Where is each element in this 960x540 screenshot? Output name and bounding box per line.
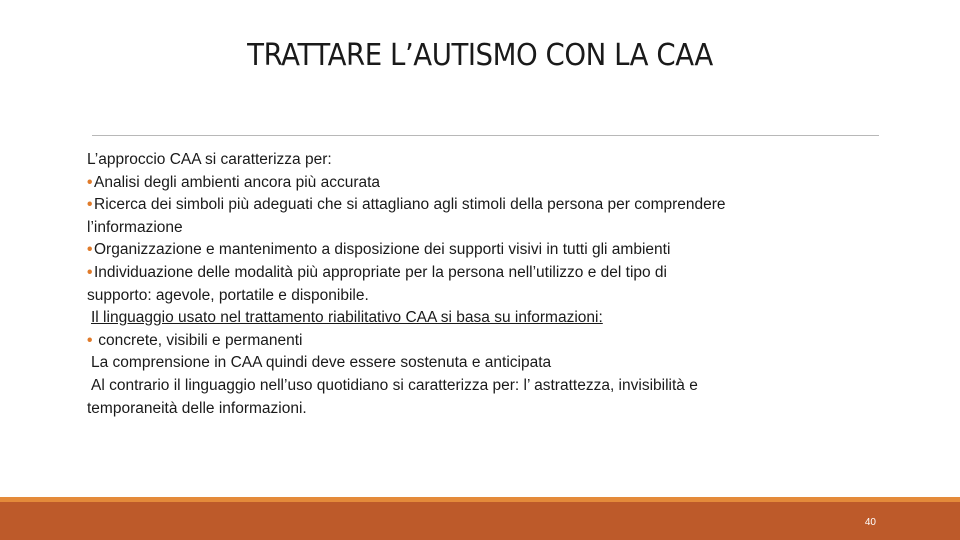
slide-body: [87, 149, 877, 420]
bullet-continuation: supporto: agevole, portatile e disponibile.: [87, 286, 369, 304]
comprensione-line: La comprensione in CAA quindi deve essere sostenuta e anticipata: [91, 354, 552, 372]
bullet-continuation: l’informazione: [87, 218, 183, 236]
underlined-text: Il linguaggio usato nel trattamento riabilitativo CAA si basa su informazioni:: [91, 309, 603, 327]
bullet-item: [87, 239, 877, 262]
slide-title: TRATTARE L’AUTISMO CON LA CAA: [247, 38, 713, 73]
footer-bar: [0, 502, 960, 540]
bullet-icon: •: [87, 331, 93, 349]
bullet-item: [87, 262, 877, 285]
bullet-text: Analisi degli ambienti ancora più accurata: [94, 173, 381, 191]
title-divider: [92, 135, 879, 136]
page-number: 40: [864, 517, 876, 528]
bullet-icon: •: [87, 263, 93, 281]
bullet-icon: •: [87, 196, 93, 214]
bullet-text: concrete, visibili e permanenti: [94, 331, 303, 349]
bullet-icon: •: [87, 173, 93, 191]
bullet-text: Organizzazione e mantenimento a disposizione dei supporti visivi in tutti gli ambienti: [94, 241, 671, 259]
bullet-item: [87, 194, 877, 217]
contrario-continuation: temporaneità delle informazioni.: [87, 399, 307, 417]
bullet-icon: •: [87, 241, 93, 259]
contrario-line: Al contrario il linguaggio nell’uso quotidiano si caratterizza per: l’ astrattezza, invisibilità e: [91, 376, 698, 394]
bullet-text: Ricerca dei simboli più adeguati che si attagliano agli stimoli della persona per comprendere: [94, 196, 726, 214]
bullet-text: Individuazione delle modalità più appropriate per la persona nell’utilizzo e del tipo di: [94, 263, 668, 281]
underlined-line: [87, 307, 877, 330]
bullet-item: [87, 330, 877, 353]
bullet-item: [87, 172, 877, 195]
intro-line: L’approccio CAA si caratterizza per:: [87, 151, 332, 168]
